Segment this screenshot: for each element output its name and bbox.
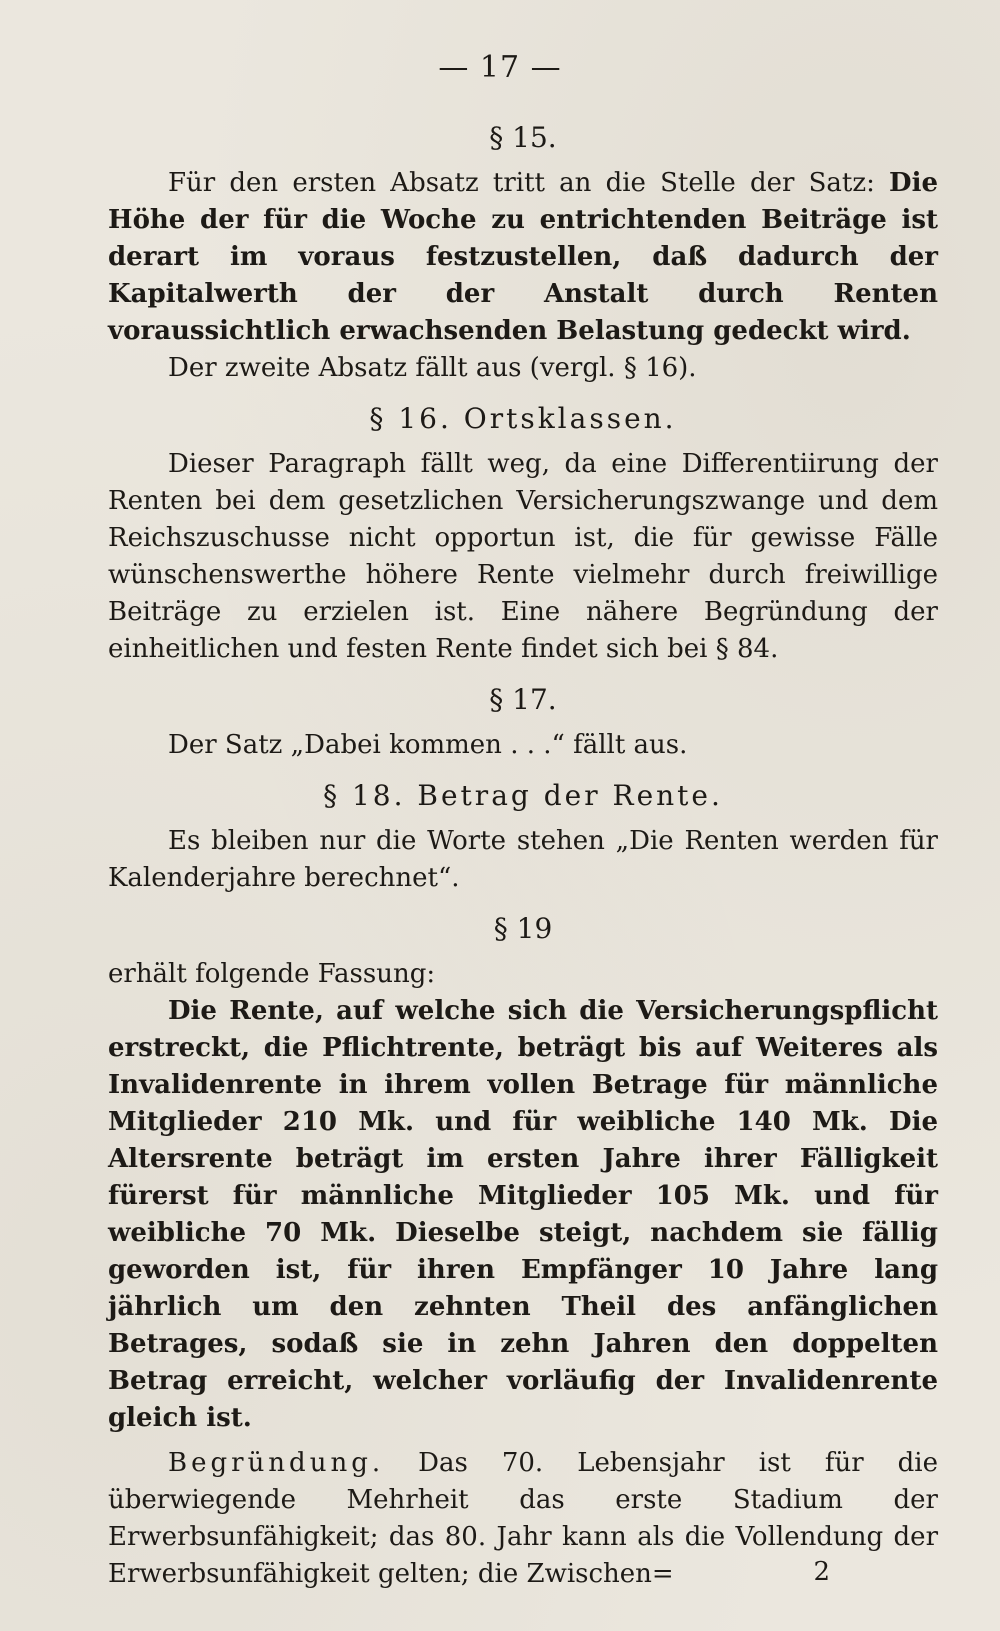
- section-15-heading: § 15.: [489, 121, 557, 154]
- section-17-heading: § 17.: [489, 683, 557, 716]
- section-18-paragraph-1: Es bleiben nur die Worte stehen „Die Renten werden für Kalenderjahre berechnet“.: [108, 826, 938, 893]
- section-16-heading: § 16. Ortsklassen.: [369, 402, 677, 435]
- section-19-intro: erhält folgende Fassung:: [108, 959, 436, 989]
- section-15-intro-text: Für den ersten Absatz tritt an die Stelle der Satz:: [168, 168, 890, 198]
- section-19-heading: § 19: [493, 912, 553, 945]
- page-number: — 17 —: [438, 50, 562, 85]
- section-15-paragraph-1: [108, 165, 938, 350]
- section-18-heading: § 18. Betrag der Rente.: [323, 779, 723, 812]
- section-15-bold-text: Die Höhe der für die Woche zu entrichtenden Beiträge ist derart im voraus festzustellen, daß dadurch der Kapitalwerth der der Anstalt durch Renten voraussichtlich erwachsenden Belastung gedeckt wird.: [108, 168, 938, 346]
- section-16-paragraph-1: Dieser Paragraph fällt weg, da eine Differentiirung der Renten bei dem gesetzlichen Versicherungszwange und dem Reichszuschusse nicht opportun ist, die für gewisse Fälle wünschenswerthe höhere Rente vielmehr durch freiwillige Beiträge zu erzielen ist. Eine nähere Begründung der einheitlichen und festen Rente findet sich bei § 84.: [108, 449, 938, 664]
- section-15-paragraph-2: Der zweite Absatz fällt aus (vergl. § 16).: [168, 353, 697, 383]
- begruendung-label: Begründung.: [168, 1448, 385, 1478]
- section-19-bold-paragraph: Die Rente, auf welche sich die Versicherungspflicht erstreckt, die Pflichtrente, beträgt bis auf Weiteres als Invalidenrente in ihrem vollen Betrage für männliche Mitglieder 210 Mk. und für weibliche 140 Mk. Die Altersrente beträgt im ersten Jahre ihrer Fälligkeit fürerst für männliche Mitglieder 105 Mk. und für weibliche 70 Mk. Dieselbe steigt, nachdem sie fällig geworden ist, für ihren Empfänger 10 Jahre lang jährlich um den zehnten Theil des anfänglichen Betrages, sodaß sie in zehn Jahren den doppelten Betrag erreicht, welcher vorläufig der Invalidenrente gleich ist.: [108, 996, 938, 1433]
- begruendung-text: Das 70. Lebensjahr ist für die überwiegende Mehrheit das erste Stadium der Erwerbsunfähigkeit; das 80. Jahr kann als die Vollendung der Erwerbsunfähigkeit gelten; die Zwischen=: [108, 1448, 938, 1589]
- section-17-paragraph-1: Der Satz „Dabei kommen . . .“ fällt aus.: [168, 730, 688, 760]
- page-content: [108, 120, 938, 1593]
- sheet-signature-number: 2: [813, 1557, 830, 1587]
